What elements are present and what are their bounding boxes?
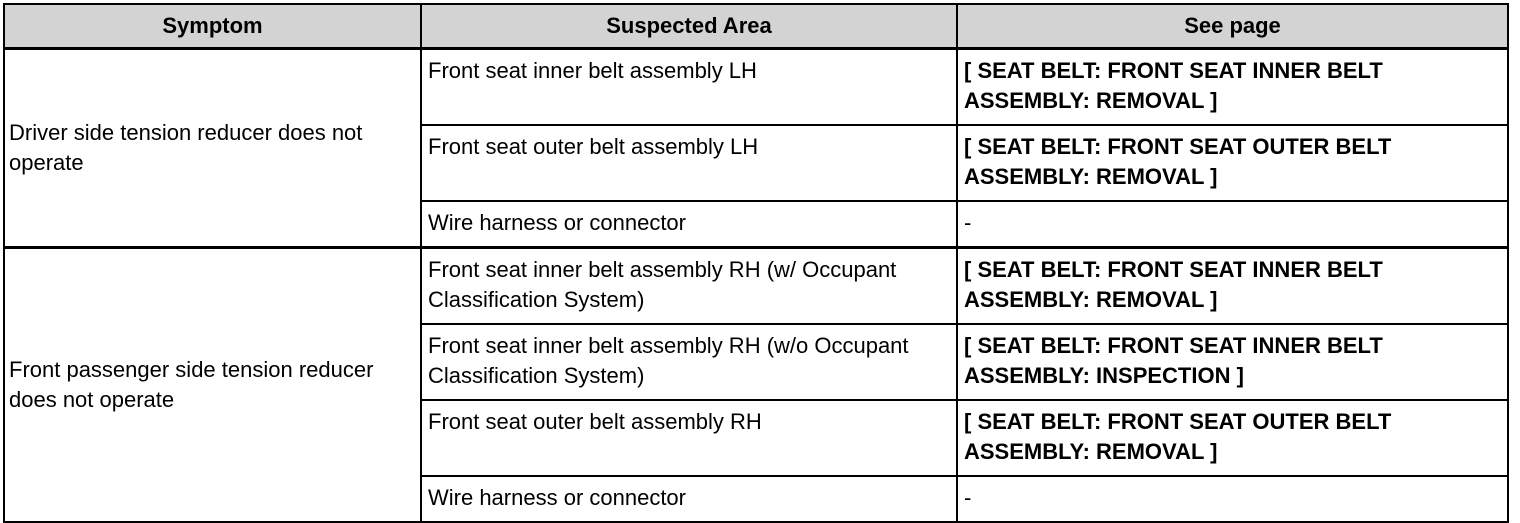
header-see-page: See page (957, 4, 1508, 49)
header-row (4, 4, 1508, 49)
symptom-cell: Driver side tension reducer does not operate (4, 49, 421, 248)
suspected-area-cell: Front seat inner belt assembly RH (w/o Occupant Classification System) (421, 324, 957, 400)
see-page-cell: - (957, 201, 1508, 248)
suspected-area-cell: Front seat inner belt assembly LH (421, 49, 957, 126)
header-suspected-area: Suspected Area (421, 4, 957, 49)
see-page-cell: - (957, 476, 1508, 522)
see-page-link[interactable]: [ SEAT BELT: FRONT SEAT INNER BELT ASSEMBLY: INSPECTION ] (957, 324, 1508, 400)
suspected-area-cell: Wire harness or connector (421, 476, 957, 522)
suspected-area-cell: Front seat inner belt assembly RH (w/ Occupant Classification System) (421, 248, 957, 325)
see-page-link[interactable]: [ SEAT BELT: FRONT SEAT OUTER BELT ASSEMBLY: REMOVAL ] (957, 400, 1508, 476)
table-row (4, 49, 1508, 126)
table-row (4, 248, 1508, 325)
suspected-area-cell: Wire harness or connector (421, 201, 957, 248)
symptom-cell: Front passenger side tension reducer does not operate (4, 248, 421, 523)
see-page-link[interactable]: [ SEAT BELT: FRONT SEAT INNER BELT ASSEMBLY: REMOVAL ] (957, 49, 1508, 126)
see-page-link[interactable]: [ SEAT BELT: FRONT SEAT OUTER BELT ASSEMBLY: REMOVAL ] (957, 125, 1508, 201)
header-symptom: Symptom (4, 4, 421, 49)
see-page-link[interactable]: [ SEAT BELT: FRONT SEAT INNER BELT ASSEMBLY: REMOVAL ] (957, 248, 1508, 325)
suspected-area-cell: Front seat outer belt assembly RH (421, 400, 957, 476)
suspected-area-cell: Front seat outer belt assembly LH (421, 125, 957, 201)
symptom-table (3, 3, 1509, 523)
